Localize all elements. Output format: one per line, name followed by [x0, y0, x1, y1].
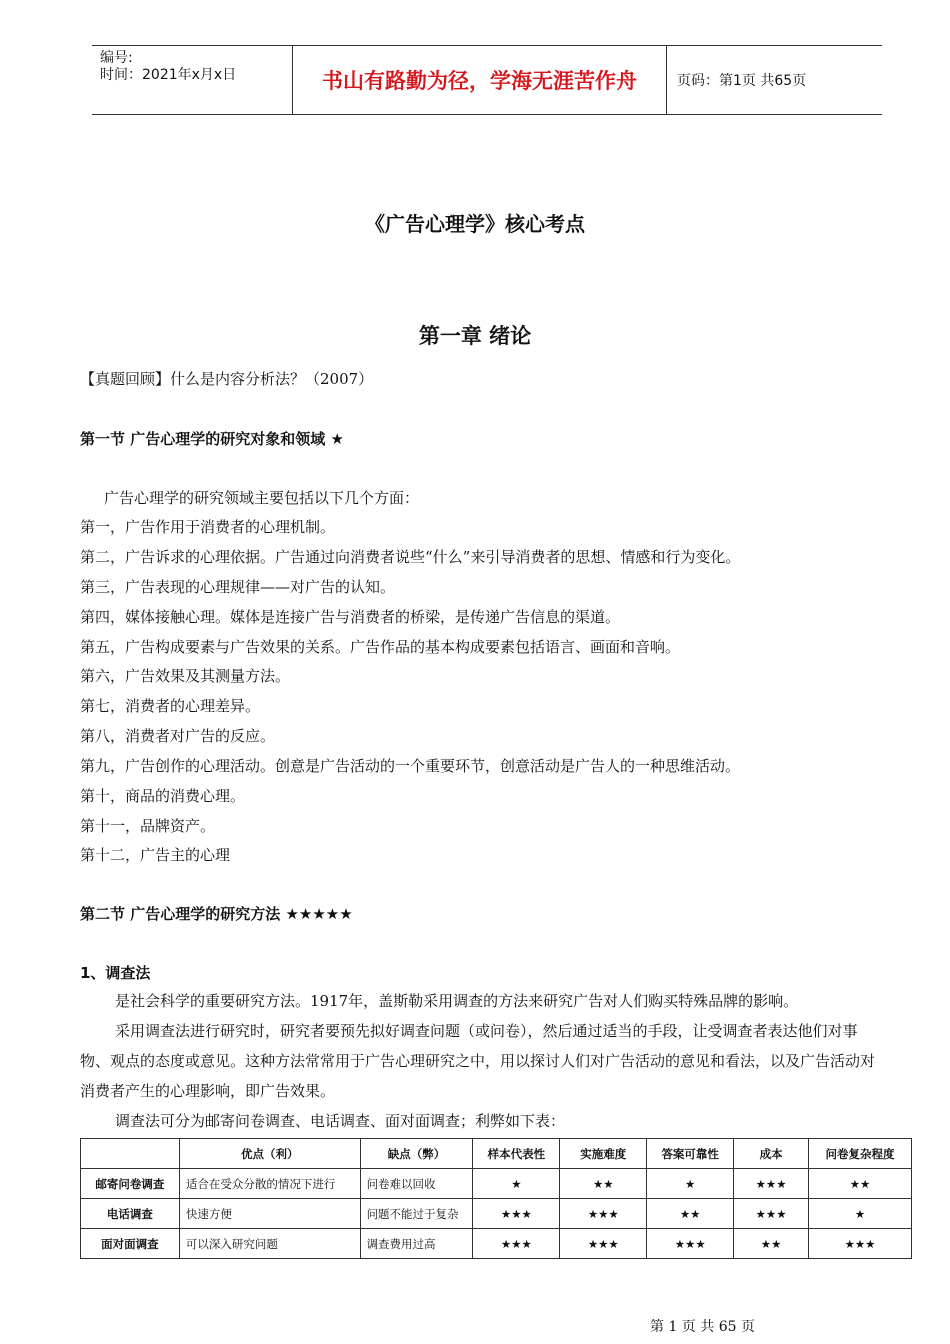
rating-cell: ★★★ [734, 1169, 809, 1199]
table-cell: 快速方便 [179, 1199, 360, 1229]
rating-cell: ★★★ [734, 1199, 809, 1229]
list-item: 第五，广告构成要素与广告效果的关系。广告作品的基本构成要素包括语言、画面和音响。 [80, 638, 681, 656]
list-item: 第二，广告诉求的心理依据。广告通过向消费者说些“什么”来引导消费者的思想、情感和行为变化。 [80, 548, 741, 566]
subsection-title: 1、调查法 [80, 964, 151, 982]
row-label: 面对面调查 [81, 1229, 180, 1259]
list-item: 第六，广告效果及其测量方法。 [80, 667, 291, 685]
rating-cell: ★★★ [473, 1229, 560, 1259]
table-header: 缺点（弊） [360, 1139, 473, 1169]
table-header [81, 1139, 180, 1169]
list-item: 第九，广告创作的心理活动。创意是广告活动的一个重要环节，创意活动是广告人的一种思维活动。 [80, 757, 741, 775]
list-item: 第十，商品的消费心理。 [80, 787, 246, 805]
list-item: 第八，消费者对广告的反应。 [80, 727, 276, 745]
table-row [81, 1169, 912, 1199]
list-item: 第三，广告表现的心理规律——对广告的认知。 [80, 578, 396, 596]
rating-cell: ★★★ [647, 1229, 734, 1259]
document-title: 《广告心理学》核心考点 [365, 212, 585, 236]
list-item: 第七，消费者的心理差异。 [80, 697, 261, 715]
table-cell: 适合在受众分散的情况下进行 [179, 1169, 360, 1199]
table-cell: 调查费用过高 [360, 1229, 473, 1259]
rating-cell: ★★ [560, 1169, 647, 1199]
row-label: 邮寄问卷调查 [81, 1169, 180, 1199]
number-label: 编号: [100, 50, 133, 66]
comparison-table [80, 1138, 912, 1259]
table-cell: 问题不能过于复杂 [360, 1199, 473, 1229]
row-label: 电话调查 [81, 1199, 180, 1229]
section2-title: 第二节 广告心理学的研究方法 ★★★★★ [80, 905, 353, 923]
rating-cell: ★★★ [473, 1199, 560, 1229]
page-header [92, 45, 882, 115]
table-cell: 可以深入研究问题 [179, 1229, 360, 1259]
table-row [81, 1199, 912, 1229]
page-footer: 第 1 页 共 65 页 [650, 1319, 755, 1335]
paragraph: 调查法可分为邮寄问卷调查、电话调查、面对面调查；利弊如下表： [115, 1112, 566, 1130]
table-row [81, 1229, 912, 1259]
rating-cell: ★★ [647, 1199, 734, 1229]
rating-cell: ★★★ [809, 1229, 912, 1259]
chapter-title: 第一章 绪论 [418, 324, 532, 348]
table-header: 实施难度 [560, 1139, 647, 1169]
rating-cell: ★★ [809, 1169, 912, 1199]
table-header: 样本代表性 [473, 1139, 560, 1169]
list-item: 第十二，广告主的心理 [80, 846, 231, 864]
list-item: 第十一，品牌资产。 [80, 817, 216, 835]
rating-cell: ★ [647, 1169, 734, 1199]
header-motto: 书山有路勤为径，学海无涯苦作舟 [292, 46, 667, 114]
rating-cell: ★★ [734, 1229, 809, 1259]
rating-cell: ★★★ [560, 1199, 647, 1229]
section1-intro: 广告心理学的研究领域主要包括以下几个方面： [104, 489, 420, 507]
table-cell: 问卷难以回收 [360, 1169, 473, 1199]
paragraph: 是社会科学的重要研究方法。1917年，盖斯勒采用调查的方法来研究广告对人们购买特殊品牌的影响。 [115, 992, 799, 1010]
table-header-row [81, 1139, 912, 1169]
table-header: 优点（利） [179, 1139, 360, 1169]
table-header: 成本 [734, 1139, 809, 1169]
header-meta [92, 46, 292, 114]
rating-cell: ★ [473, 1169, 560, 1199]
paragraph: 采用调查法进行研究时，研究者要预先拟好调查问题（或问卷），然后通过适当的手段，让受调查者表达他们对事物、观点的态度或意见。这种方法常常用于广告心理研究之中，用以探讨人们对广告活动的意见和看法，以及广告活动对消费者产生的心理影响，即广告效果。 [80, 1022, 876, 1100]
time-label: 时间：2021年x月x日 [100, 67, 237, 83]
rating-cell: ★★★ [560, 1229, 647, 1259]
section1-title: 第一节 广告心理学的研究对象和领域 ★ [80, 430, 344, 448]
table-header: 答案可靠性 [647, 1139, 734, 1169]
list-item: 第四，媒体接触心理。媒体是连接广告与消费者的桥梁，是传递广告信息的渠道。 [80, 608, 621, 626]
header-page-label: 页码：第1页 共65页 [677, 73, 807, 89]
review-question: 【真题回顾】什么是内容分析法？（2007） [80, 370, 374, 388]
list-item: 第一，广告作用于消费者的心理机制。 [80, 518, 336, 536]
rating-cell: ★ [809, 1199, 912, 1229]
table-header: 问卷复杂程度 [809, 1139, 912, 1169]
